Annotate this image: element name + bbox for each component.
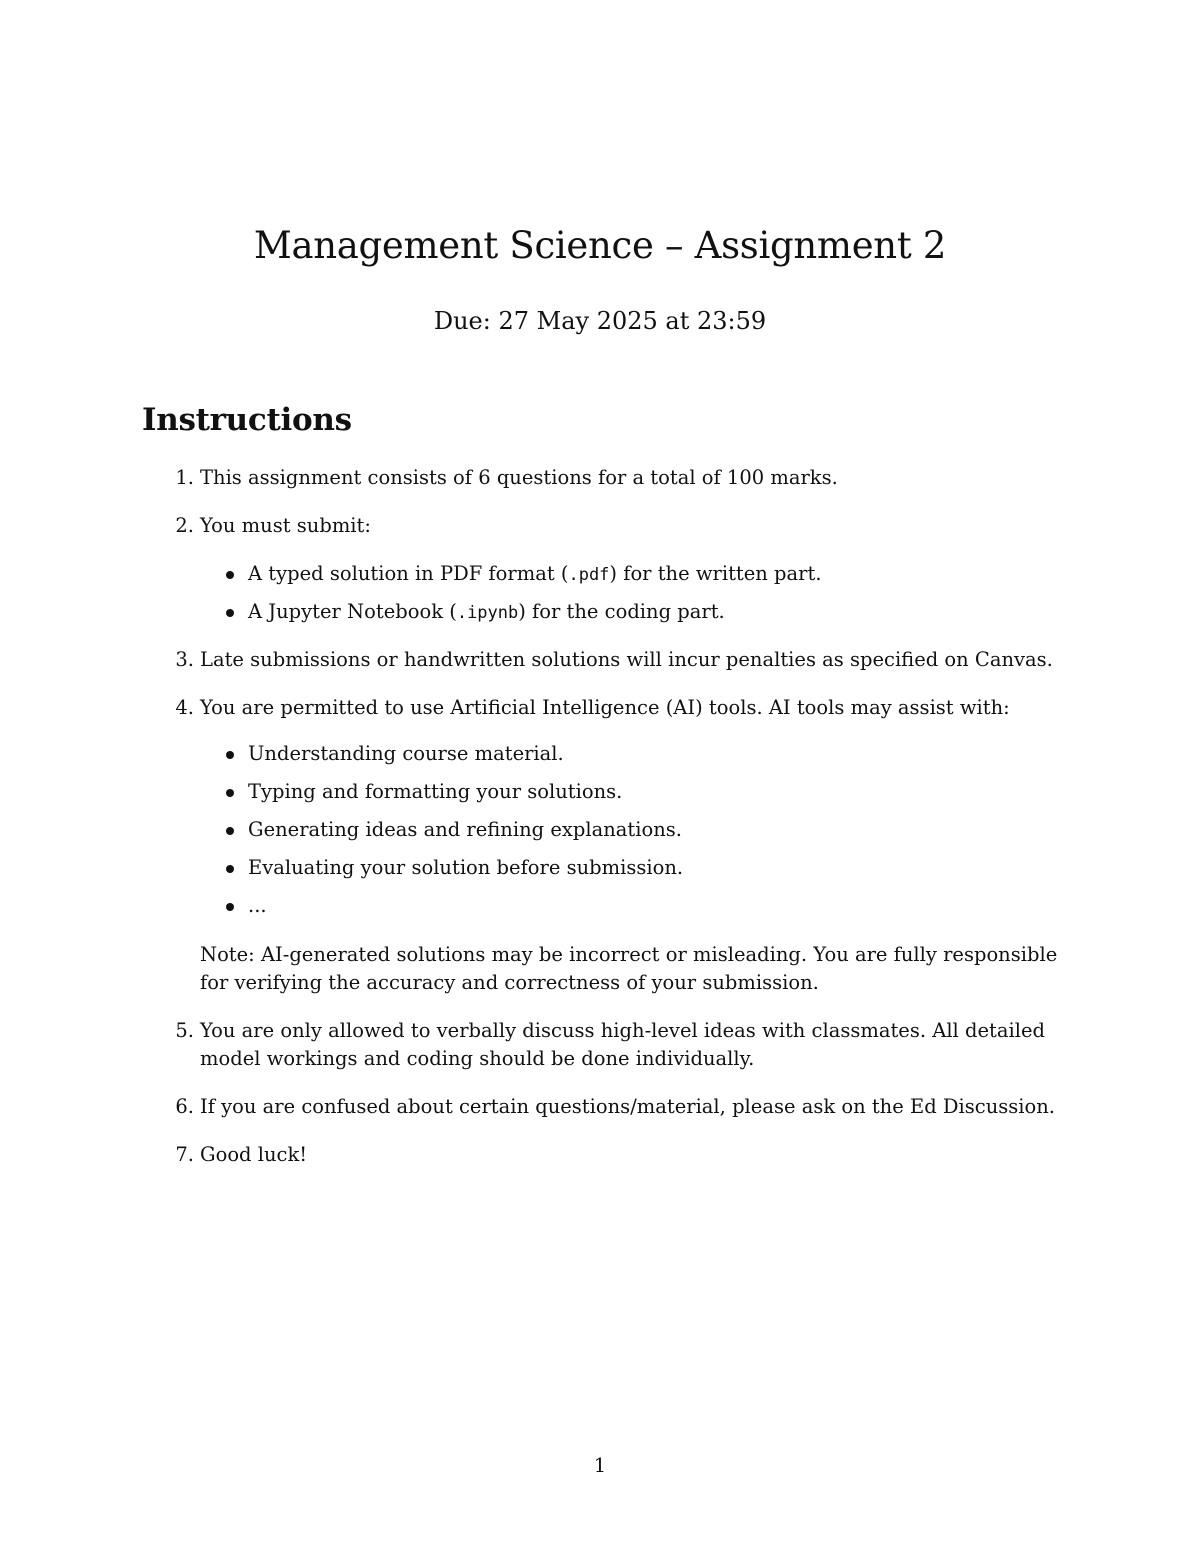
item-text: You are permitted to use Artificial Intelligence (AI) tools. AI tools may assist with: <box>200 696 1010 719</box>
bullet-icon <box>226 903 234 911</box>
item-text: You must submit: <box>200 514 371 537</box>
item-text: model workings and coding should be done individually. <box>200 1047 755 1070</box>
item-text: You are only allowed to verbally discuss high-level ideas with classmates. All detailed <box>200 1019 1045 1042</box>
item-text: This assignment consists of 6 questions for a total of 100 marks. <box>200 466 838 489</box>
item-number: 6. <box>175 1095 194 1118</box>
item-number: 1. <box>175 466 194 489</box>
bullet-text: Typing and formatting your solutions. <box>248 780 623 803</box>
note-line: Note: AI-generated solutions may be incorrect or misleading. You are fully responsible <box>200 943 1058 966</box>
item-number: 5. <box>175 1019 194 1042</box>
bullet-icon <box>226 865 234 873</box>
bullet-icon <box>226 751 234 759</box>
file-extension: .pdf <box>568 565 610 585</box>
bullet-text: ... <box>248 894 267 917</box>
file-extension: .ipynb <box>456 603 519 623</box>
bullet-text: Evaluating your solution before submission. <box>248 856 684 879</box>
bullet-icon <box>226 609 234 617</box>
document-title: Management Science – Assignment 2 <box>253 224 947 267</box>
due-date: Due: 27 May 2025 at 23:59 <box>433 307 767 335</box>
bullet-icon <box>226 827 234 835</box>
item-text: If you are confused about certain questions/material, please ask on the Ed Discussion. <box>200 1095 1056 1118</box>
bullet-text: Generating ideas and refining explanations. <box>248 818 682 841</box>
bullet-icon <box>226 789 234 797</box>
note-line: for verifying the accuracy and correctness of your submission. <box>200 971 819 994</box>
item-text: Late submissions or handwritten solutions will incur penalties as specified on Canvas. <box>200 648 1053 671</box>
page-number: 1 <box>593 1454 607 1477</box>
item-text: Good luck! <box>200 1143 308 1166</box>
bullet-text: Understanding course material. <box>248 742 564 765</box>
bullet-text: A Jupyter Notebook (.ipynb) for the coding part. <box>248 600 725 623</box>
bullet-text: A typed solution in PDF format (.pdf) for the written part. <box>248 562 822 585</box>
item-number: 7. <box>175 1143 194 1166</box>
item-number: 3. <box>175 648 194 671</box>
bullet-icon <box>226 571 234 579</box>
item-number: 2. <box>175 514 194 537</box>
item-number: 4. <box>175 696 194 719</box>
section-heading-instructions: Instructions <box>142 402 352 438</box>
